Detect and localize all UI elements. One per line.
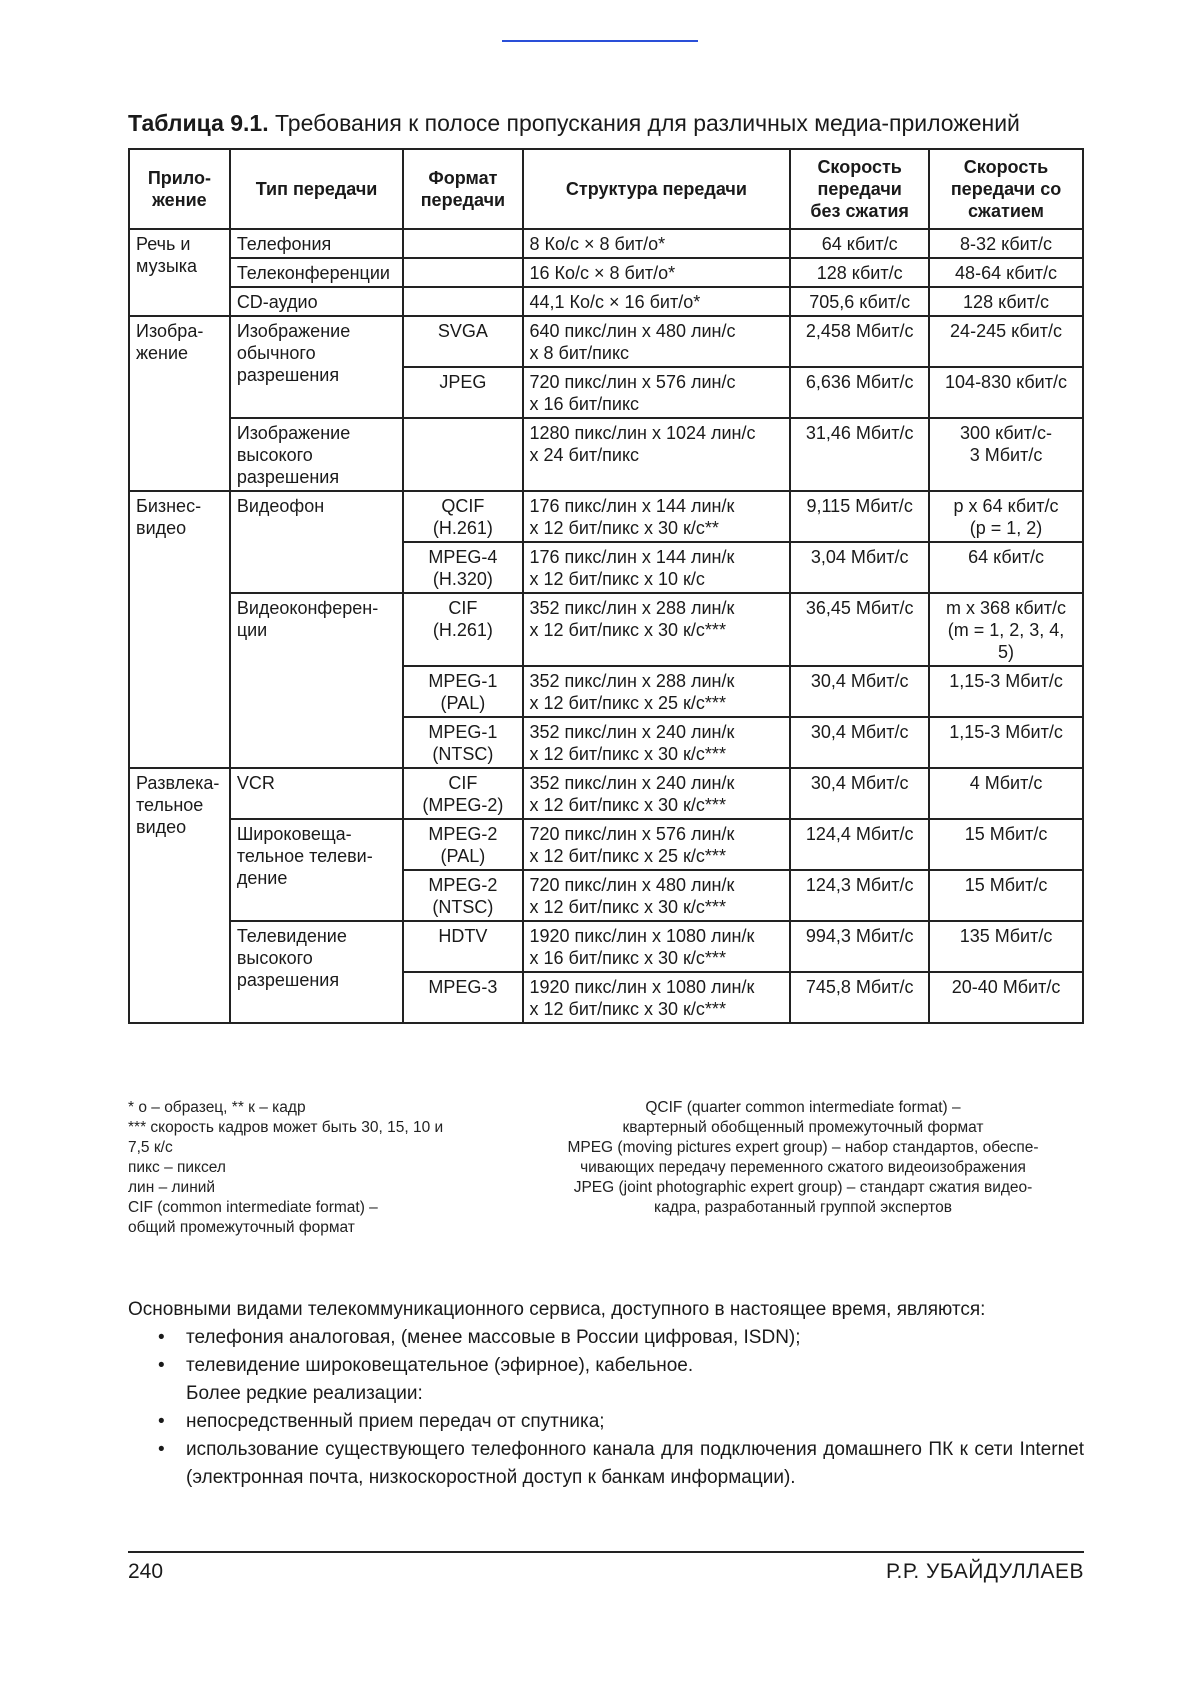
table-row <box>129 229 1083 258</box>
structure-cell: 1920 пикс/лин x 1080 лин/к x 12 бит/пикс x 30 к/с*** <box>523 972 791 1023</box>
bandwidth-table <box>128 148 1084 1024</box>
structure-cell: 352 пикс/лин x 288 лин/к x 12 бит/пикс x 25 к/с*** <box>523 666 791 717</box>
raw-rate-cell: 30,4 Мбит/с <box>790 666 929 717</box>
bullet-list <box>128 1324 1084 1492</box>
app-cell: Развлека- тельное видео <box>129 768 230 1023</box>
compressed-rate-cell: 128 кбит/с <box>929 287 1083 316</box>
compressed-rate-cell: 8-32 кбит/с <box>929 229 1083 258</box>
type-cell: Изображение высокого разрешения <box>230 418 403 491</box>
compressed-rate-cell: 24-245 кбит/с <box>929 316 1083 367</box>
format-cell: MPEG-2 (PAL) <box>403 819 522 870</box>
raw-rate-cell: 9,115 Мбит/с <box>790 491 929 542</box>
compressed-rate-cell: 1,15-3 Мбит/с <box>929 717 1083 768</box>
compressed-rate-cell: р x 64 кбит/с (р = 1, 2) <box>929 491 1083 542</box>
list-item: • телевидение широковещательное (эфирное), кабельное. <box>128 1352 1084 1380</box>
structure-cell: 44,1 Ко/с × 16 бит/о* <box>523 287 791 316</box>
raw-rate-cell: 128 кбит/с <box>790 258 929 287</box>
structure-cell: 16 Ко/с × 8 бит/о* <box>523 258 791 287</box>
table-row <box>129 418 1083 491</box>
format-cell <box>403 258 522 287</box>
structure-cell: 352 пикс/лин x 240 лин/к x 12 бит/пикс x 30 к/с*** <box>523 717 791 768</box>
type-cell: Изображение обычного разрешения <box>230 316 403 418</box>
format-cell: MPEG-2 (NTSC) <box>403 870 522 921</box>
compressed-rate-cell: 1,15-3 Мбит/с <box>929 666 1083 717</box>
format-cell: MPEG-1 (PAL) <box>403 666 522 717</box>
raw-rate-cell: 2,458 Мбит/с <box>790 316 929 367</box>
list-item: • использование существующего телефонного канала для подключения домашнего ПК к сети Internet (электронная почта, низкоскоростной доступ к банкам информации). <box>128 1436 1084 1492</box>
footnote: * о – образец, ** к – кадр <box>128 1099 306 1116</box>
table-row <box>129 819 1083 870</box>
raw-rate-cell: 36,45 Мбит/с <box>790 593 929 666</box>
raw-rate-cell: 31,46 Мбит/с <box>790 418 929 491</box>
structure-cell: 176 пикс/лин x 144 лин/к x 12 бит/пикс x 30 к/с** <box>523 491 791 542</box>
table-row <box>129 287 1083 316</box>
format-cell: HDTV <box>403 921 522 972</box>
structure-cell: 1920 пикс/лин x 1080 лин/к x 16 бит/пикс x 30 к/с*** <box>523 921 791 972</box>
compressed-rate-cell: 4 Мбит/с <box>929 768 1083 819</box>
compressed-rate-cell: 300 кбит/с- 3 Мбит/с <box>929 418 1083 491</box>
table-caption-text: Требования к полосе пропускания для различных медиа-приложений <box>268 110 1020 136</box>
structure-cell: 8 Ко/с × 8 бит/о* <box>523 229 791 258</box>
raw-rate-cell: 994,3 Мбит/с <box>790 921 929 972</box>
footnote: CIF (common intermediate format) – общий промежуточный формат <box>128 1199 378 1236</box>
type-cell: Широковеща- тельное телеви- дение <box>230 819 403 921</box>
header-type: Тип передачи <box>230 149 403 229</box>
raw-rate-cell: 745,8 Мбит/с <box>790 972 929 1023</box>
format-cell: CIF (MPEG-2) <box>403 768 522 819</box>
structure-cell: 640 пикс/лин x 480 лин/с x 8 бит/пикс <box>523 316 791 367</box>
footnote: JPEG (joint photographic expert group) – стандарт сжатия видео- кадра, разработанный группой экспертов <box>573 1179 1033 1216</box>
compressed-rate-cell: 64 кбит/с <box>929 542 1083 593</box>
format-cell: QCIF (H.261) <box>403 491 522 542</box>
footnote: QCIF (quarter common intermediate format) – квартерный обобщенный промежуточный формат <box>622 1099 984 1136</box>
footer-divider <box>128 1551 1084 1553</box>
table-caption <box>128 110 1088 137</box>
raw-rate-cell: 124,4 Мбит/с <box>790 819 929 870</box>
raw-rate-cell: 6,636 Мбит/с <box>790 367 929 418</box>
structure-cell: 352 пикс/лин x 288 лин/к x 12 бит/пикс x 30 к/с*** <box>523 593 791 666</box>
format-cell: SVGA <box>403 316 522 367</box>
format-cell <box>403 229 522 258</box>
body-intro: Основными видами телекоммуникационного сервиса, доступного в настоящее время, являются: <box>128 1299 986 1320</box>
table-row <box>129 316 1083 367</box>
table-header-row <box>129 149 1083 229</box>
table-row <box>129 593 1083 666</box>
header-structure: Структура передачи <box>523 149 791 229</box>
footnote: *** скорость кадров может быть 30, 15, 10 и 7,5 к/с <box>128 1119 444 1156</box>
raw-rate-cell: 124,3 Мбит/с <box>790 870 929 921</box>
format-cell: MPEG-3 <box>403 972 522 1023</box>
list-item: • непосредственный прием передач от спутника; <box>128 1408 1084 1436</box>
type-cell: Телефония <box>230 229 403 258</box>
type-cell: Телеконференции <box>230 258 403 287</box>
format-cell: CIF (H.261) <box>403 593 522 666</box>
compressed-rate-cell: 15 Мбит/с <box>929 819 1083 870</box>
structure-cell: 1280 пикс/лин x 1024 лин/с x 24 бит/пикс <box>523 418 791 491</box>
structure-cell: 352 пикс/лин x 240 лин/к x 12 бит/пикс x 30 к/с*** <box>523 768 791 819</box>
table-caption-label: Таблица 9.1. <box>128 110 269 136</box>
footnote: MPEG (moving pictures expert group) – набор стандартов, обеспе- чивающих передачу переменного сжатого видеоизображения <box>567 1139 1039 1176</box>
app-cell: Речь и музыка <box>129 229 230 316</box>
format-cell: MPEG-4 (H.320) <box>403 542 522 593</box>
structure-cell: 720 пикс/лин x 576 лин/к x 12 бит/пикс x 25 к/с*** <box>523 819 791 870</box>
compressed-rate-cell: 15 Мбит/с <box>929 870 1083 921</box>
structure-cell: 176 пикс/лин x 144 лин/к x 12 бит/пикс x 10 к/с <box>523 542 791 593</box>
format-cell <box>403 418 522 491</box>
body-subheading: Более редкие реализации: <box>186 1383 423 1404</box>
structure-cell: 720 пикс/лин x 480 лин/к x 12 бит/пикс x 30 к/с*** <box>523 870 791 921</box>
type-cell: VCR <box>230 768 403 819</box>
header-format: Формат передачи <box>403 149 522 229</box>
app-cell: Бизнес- видео <box>129 491 230 768</box>
footnote: лин – линий <box>128 1179 216 1196</box>
structure-cell: 720 пикс/лин x 576 лин/с x 16 бит/пикс <box>523 367 791 418</box>
page-number: 240 <box>128 1560 164 1583</box>
format-cell: JPEG <box>403 367 522 418</box>
type-cell: CD-аудио <box>230 287 403 316</box>
format-cell <box>403 287 522 316</box>
compressed-rate-cell: 135 Мбит/с <box>929 921 1083 972</box>
footnotes-left <box>128 1098 508 1238</box>
table-row <box>129 491 1083 542</box>
compressed-rate-cell: 104-830 кбит/с <box>929 367 1083 418</box>
compressed-rate-cell: m x 368 кбит/с (m = 1, 2, 3, 4, 5) <box>929 593 1083 666</box>
raw-rate-cell: 30,4 Мбит/с <box>790 768 929 819</box>
table-row <box>129 258 1083 287</box>
header-compressed-rate: Скорость передачи со сжатием <box>929 149 1083 229</box>
table-row <box>129 921 1083 972</box>
footnote: пикс – пиксел <box>128 1159 226 1176</box>
header-raw-rate: Скорость передачи без сжатия <box>790 149 929 229</box>
raw-rate-cell: 64 кбит/с <box>790 229 929 258</box>
compressed-rate-cell: 20-40 Мбит/с <box>929 972 1083 1023</box>
compressed-rate-cell: 48-64 кбит/с <box>929 258 1083 287</box>
header-app: Прило- жение <box>129 149 230 229</box>
list-item: • телефония аналоговая, (менее массовые в России цифровая, ISDN); <box>128 1324 1084 1352</box>
table-row <box>129 768 1083 819</box>
body-text <box>128 1296 1084 1492</box>
type-cell: Видеофон <box>230 491 403 593</box>
type-cell: Видеоконферен- ции <box>230 593 403 768</box>
raw-rate-cell: 30,4 Мбит/с <box>790 717 929 768</box>
raw-rate-cell: 705,6 кбит/с <box>790 287 929 316</box>
top-link-underline[interactable] <box>502 40 698 42</box>
raw-rate-cell: 3,04 Мбит/с <box>790 542 929 593</box>
app-cell: Изобра- жение <box>129 316 230 491</box>
footer-author: Р.Р. УБАЙДУЛЛАЕВ <box>885 1560 1084 1583</box>
format-cell: MPEG-1 (NTSC) <box>403 717 522 768</box>
type-cell: Телевидение высокого разрешения <box>230 921 403 1023</box>
footnotes-right <box>518 1098 1088 1218</box>
